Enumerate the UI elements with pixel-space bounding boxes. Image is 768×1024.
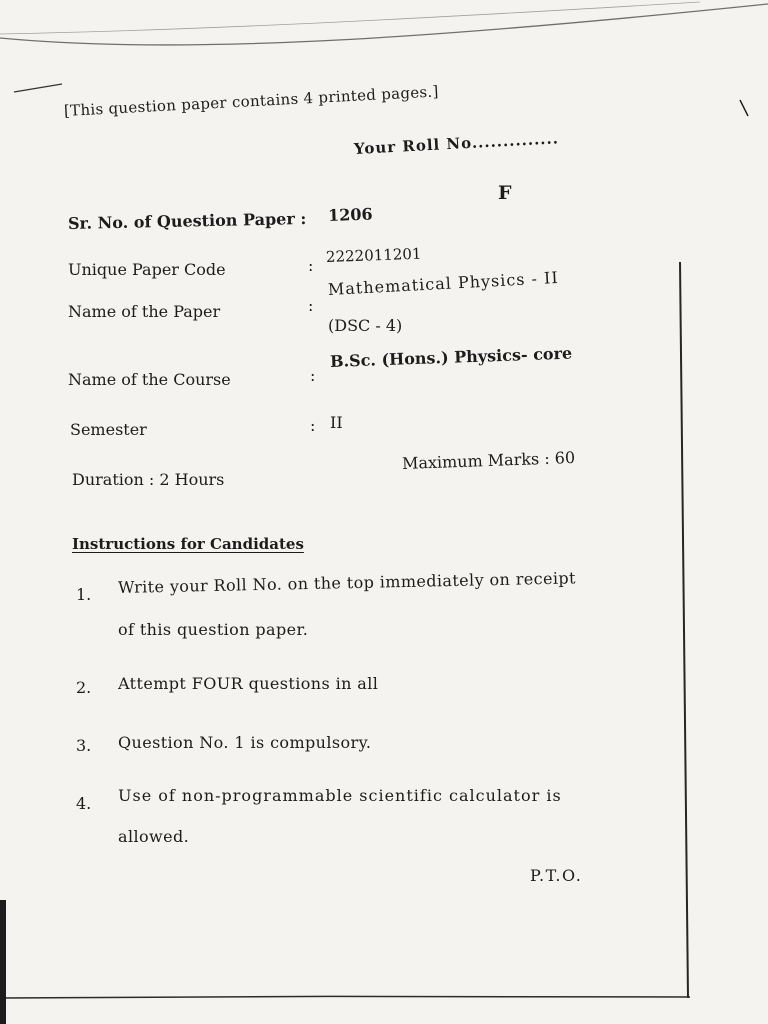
paper-name-colon: :: [308, 296, 314, 315]
instructions-heading: Instructions for Candidates: [72, 535, 304, 553]
instruction-4-text: Use of non-programmable scientific calculator is: [118, 786, 562, 805]
roll-number-field: Your Roll No..............: [353, 129, 560, 158]
course-label: Name of the Course: [68, 370, 231, 389]
instruction-3-text: Question No. 1 is compulsory.: [118, 733, 372, 752]
course-value: B.Sc. (Hons.) Physics- core: [329, 343, 573, 371]
paper-code-dsc: (DSC - 4): [328, 316, 403, 335]
instruction-3-number: 3.: [76, 736, 92, 755]
semester-value: II: [330, 413, 343, 432]
instruction-2-text: Attempt FOUR questions in all: [118, 674, 379, 693]
page-count-note: [This question paper contains 4 printed pages.]: [63, 82, 440, 120]
sr-no-label: Sr. No. of Question Paper :: [67, 209, 307, 233]
instruction-1-text-cont: of this question paper.: [118, 620, 309, 639]
unique-code-value: 2222011201: [325, 244, 422, 266]
paper-name-label: Name of the Paper: [68, 302, 221, 321]
duration: Duration : 2 Hours: [72, 470, 225, 489]
pto-note: P.T.O.: [530, 866, 583, 885]
instruction-1-number: 1.: [76, 585, 92, 604]
instruction-4-number: 4.: [76, 794, 92, 813]
unique-code-colon: :: [308, 256, 314, 275]
paper-name-value: Mathematical Physics - II: [327, 267, 560, 299]
course-colon: :: [310, 366, 316, 385]
set-code: F: [498, 182, 512, 204]
semester-colon: :: [310, 416, 316, 435]
instruction-4-text-cont: allowed.: [118, 827, 190, 846]
semester-label: Semester: [70, 420, 147, 439]
sr-no-value: 1206: [327, 204, 373, 225]
instruction-1-text: Write your Roll No. on the top immediately on receipt: [117, 568, 577, 597]
unique-code-label: Unique Paper Code: [68, 260, 226, 279]
instruction-2-number: 2.: [76, 678, 92, 697]
maximum-marks: Maximum Marks : 60: [401, 447, 576, 473]
